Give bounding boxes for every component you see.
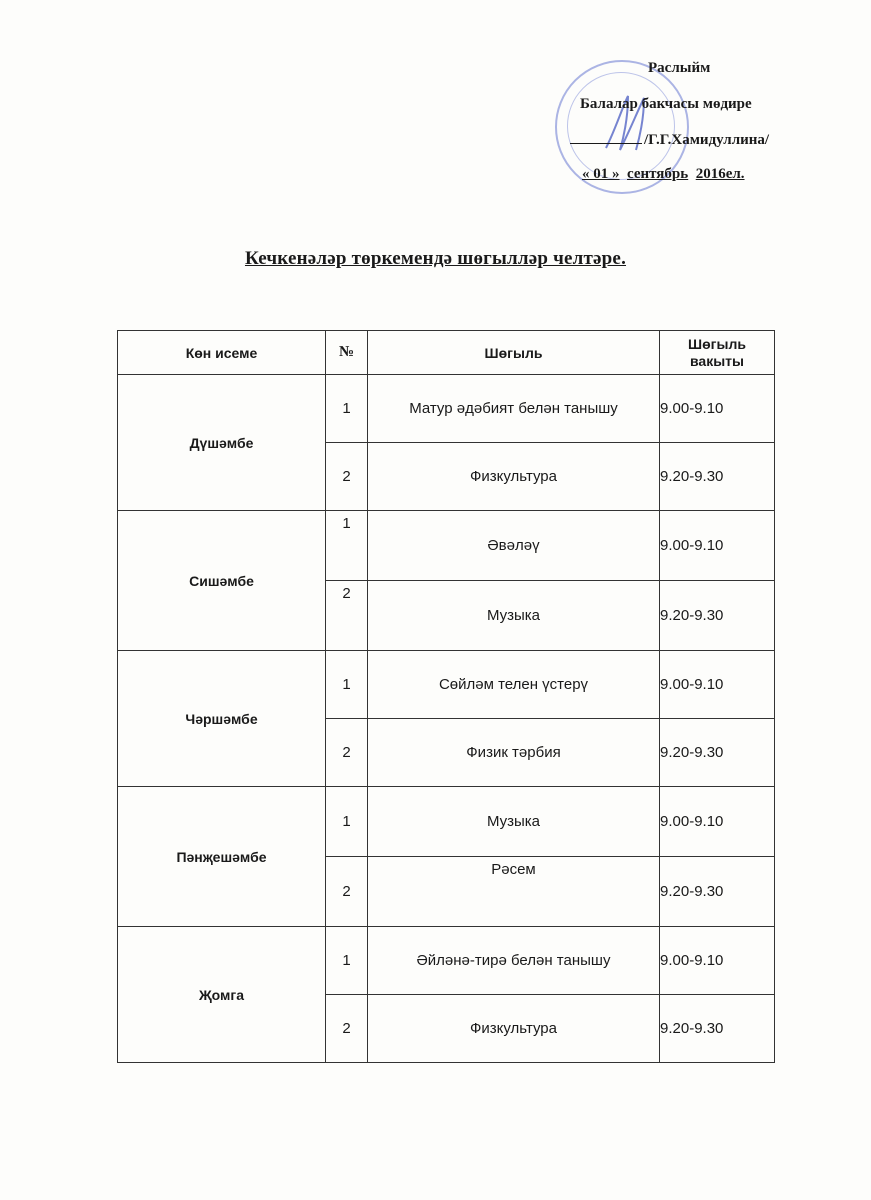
lesson-number: 1 xyxy=(326,787,368,857)
lesson-activity: Әвәләү xyxy=(368,511,660,581)
day-name: Дүшәмбе xyxy=(118,375,326,511)
lesson-time: 9.00-9.10 xyxy=(660,927,775,995)
date-year: 2016ел. xyxy=(695,166,745,182)
lesson-number: 2 xyxy=(326,443,368,511)
document-title: Кечкенәләр төркемендә шөгылләр челтәре. xyxy=(244,248,627,269)
lesson-time: 9.00-9.10 xyxy=(660,651,775,719)
header-day: Көн исеме xyxy=(118,331,326,375)
lesson-time: 9.20-9.30 xyxy=(660,443,775,511)
date-month: сентябрь xyxy=(627,166,689,182)
approval-date xyxy=(582,166,745,183)
lesson-time: 9.00-9.10 xyxy=(660,787,775,857)
lesson-number: 2 xyxy=(326,995,368,1063)
approval-heading: Раслыйм xyxy=(648,60,711,76)
lesson-time: 9.00-9.10 xyxy=(660,375,775,443)
lesson-time: 9.20-9.30 xyxy=(660,581,775,651)
table-row xyxy=(118,651,775,719)
lesson-number: 1 xyxy=(326,651,368,719)
lesson-activity: Музыка xyxy=(368,787,660,857)
table-header-row xyxy=(118,331,775,375)
lesson-activity: Физкультура xyxy=(368,995,660,1063)
lesson-time: 9.20-9.30 xyxy=(660,995,775,1063)
day-name: Сишәмбе xyxy=(118,511,326,651)
day-name: Чәршәмбе xyxy=(118,651,326,787)
approver-position: Балалар бакчасы мөдире xyxy=(580,96,752,112)
lesson-number: 1 xyxy=(326,927,368,995)
approver-name: /Г.Г.Хамидуллина/ xyxy=(644,132,770,148)
lesson-activity: Матур әдәбият белән танышу xyxy=(368,375,660,443)
lesson-activity: Физик тәрбия xyxy=(368,719,660,787)
table-row xyxy=(118,927,775,995)
header-activity: Шөгыль xyxy=(368,331,660,375)
lesson-number: 1 xyxy=(326,511,368,581)
lesson-time: 9.00-9.10 xyxy=(660,511,775,581)
lesson-activity: Физкультура xyxy=(368,443,660,511)
table-row xyxy=(118,511,775,581)
table-row xyxy=(118,787,775,857)
date-day: « 01 » xyxy=(582,166,620,182)
lesson-activity: Сөйләм телен үстерү xyxy=(368,651,660,719)
header-number: № xyxy=(326,331,368,375)
lesson-number: 2 xyxy=(326,857,368,927)
lesson-activity: Музыка xyxy=(368,581,660,651)
approver-signature-line xyxy=(570,132,769,149)
lesson-time: 9.20-9.30 xyxy=(660,719,775,787)
day-name: Пәнҗешәмбе xyxy=(118,787,326,927)
lesson-activity: Әйләнә-тирә белән танышу xyxy=(368,927,660,995)
lesson-number: 1 xyxy=(326,375,368,443)
lesson-time: 9.20-9.30 xyxy=(660,857,775,927)
table-row xyxy=(118,375,775,443)
lesson-number: 2 xyxy=(326,719,368,787)
header-time: Шөгыль вакыты xyxy=(660,331,775,375)
schedule-table xyxy=(117,330,775,1063)
lesson-number: 2 xyxy=(326,581,368,651)
signature-blank xyxy=(570,143,642,144)
lesson-activity: Рәсем xyxy=(368,857,660,927)
day-name: Җомга xyxy=(118,927,326,1063)
